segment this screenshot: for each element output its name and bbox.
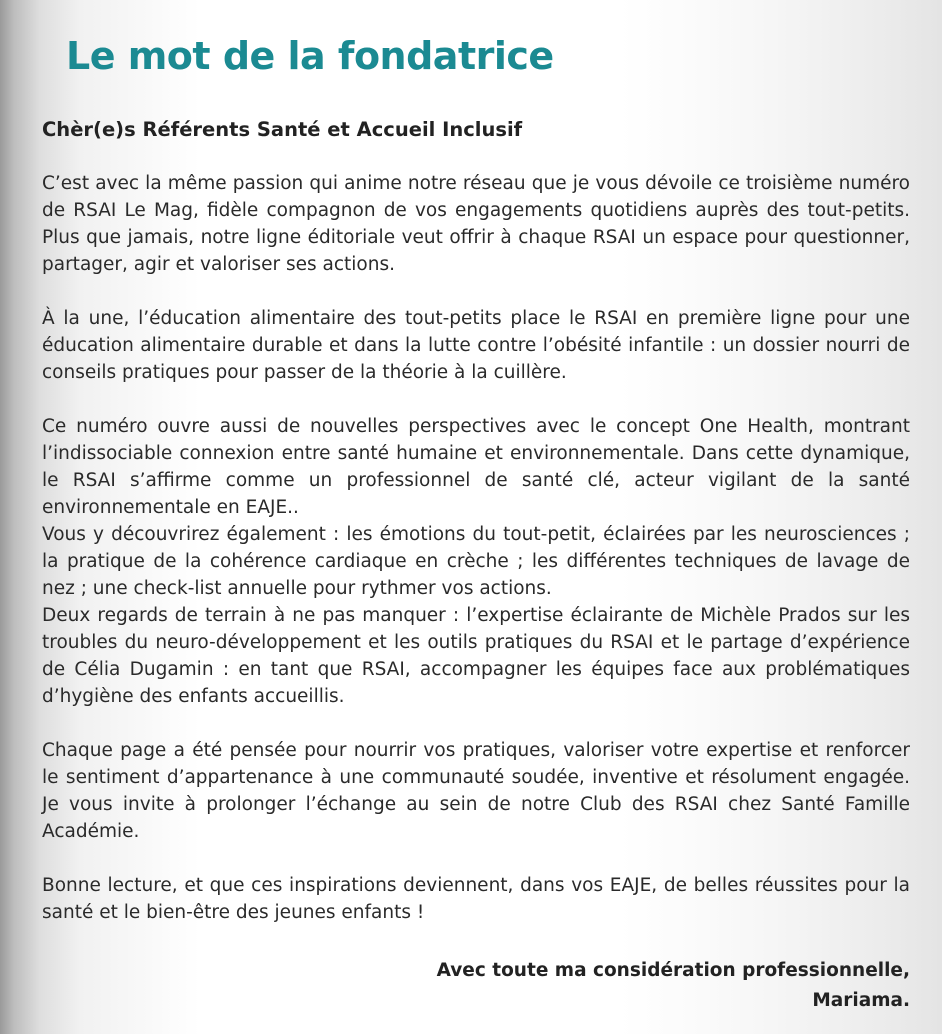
paragraph-spacer bbox=[42, 386, 910, 413]
paragraph-spacer bbox=[42, 710, 910, 737]
paragraph-intro: C’est avec la même passion qui anime notre réseau que je vous dévoile ce troisième numéro de RSAI Le Mag, fidèle compagnon de vos engagements quotidiens auprès des tout-petits. Plus que jamais, notre ligne éditoriale veut offrir à chaque RSAI un espace pour questionner, partager, agir et valoriser ses actions. bbox=[42, 173, 910, 275]
signature-name: Mariama. bbox=[812, 990, 910, 1011]
signature-closing: Avec toute ma considération professionnelle, bbox=[436, 960, 910, 981]
paragraph-spacer bbox=[42, 845, 910, 872]
paragraph-spacer bbox=[42, 278, 910, 305]
paragraph-club: Chaque page a été pensée pour nourrir vos pratiques, valoriser votre expertise et renforcer le sentiment d’appartenance à une communauté soudée, inventive et résolument engagée. Je vous invite à prolonger l’échange au sein de notre Club des RSAI chez Santé Famille Académie. bbox=[42, 740, 910, 842]
paragraph-headline-topic: À la une, l’éducation alimentaire des tout-petits place le RSAI en première ligne pour une éducation alimentaire durable et dans la lutte contre l’obésité infantile : un dossier nourri de conseils pratiques pour passer de la théorie à la cuillère. bbox=[42, 308, 910, 383]
page-title: Le mot de la fondatrice bbox=[66, 34, 554, 78]
editorial-body bbox=[42, 170, 910, 926]
paragraph-field-views: Deux regards de terrain à ne pas manquer : l’expertise éclairante de Michèle Prados sur les troubles du neuro-développement et les outils pratiques du RSAI et le partage d’expérience de Célia Dugamin : en tant que RSAI, accompagner les équipes face aux problématiques d’hygiène des enfants accueillis. bbox=[42, 605, 910, 707]
paragraph-topics: Vous y découvrirez également : les émotions du tout-petit, éclairées par les neurosciences ; la pratique de la cohérence cardiaque en crèche ; les différentes techniques de lavage de nez ; une check-list annuelle pour rythmer vos actions. bbox=[42, 524, 910, 599]
salutation-heading: Chèr(e)s Référents Santé et Accueil Inclusif bbox=[42, 118, 523, 141]
paragraph-one-health: Ce numéro ouvre aussi de nouvelles perspectives avec le concept One Health, montrant l’indissociable connexion entre santé humaine et environnementale. Dans cette dynamique, le RSAI s’affirme comme un professionnel de santé clé, acteur vigilant de la santé environnementale en EAJE.. bbox=[42, 416, 910, 518]
signature-block bbox=[437, 956, 910, 1016]
paragraph-closing-wish: Bonne lecture, et que ces inspirations deviennent, dans vos EAJE, de belles réussites pour la santé et le bien-être des jeunes enfants ! bbox=[42, 875, 910, 923]
